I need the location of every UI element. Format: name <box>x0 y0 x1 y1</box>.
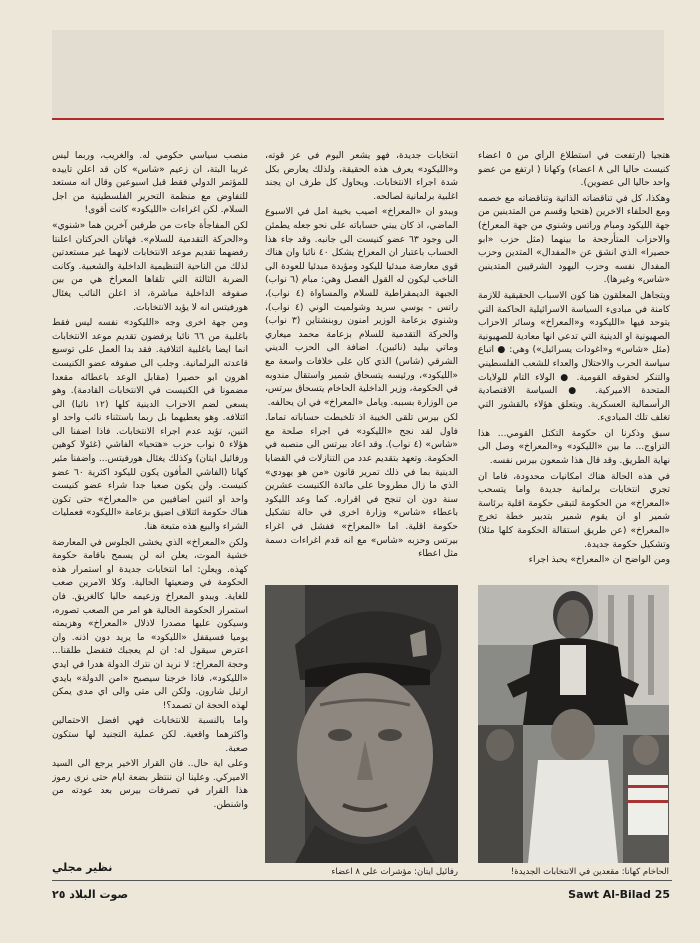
paragraph: ويبدو ان «المعراخ» اصيب بخيبة امل في الاسبوع الماضي، اذ كان يبني حساباته على نحو جعله يطمئن الى وجود ٦٣ عضو كنيست الى جانبه. وقد جاء هذا الحساب باعتبار ان المعراخ يشكل ٤٠ نائبا وان هناك قوى معارضة مبدئيا لليكود ومؤيدة مبدئيا للعودة الى الناخب ليكون له القول الفصل وهي: مبام (٦ نواب) الجبهة الديمقراطية للسلام والمساواة (٤ نواب)، راتس - يوسي سريد وشولميت الوني (٤ نواب)، وشنوي بزعامة الوزير امنون روبنشتاين (٣ نواب) والحركة التقدمية للسلام بزعامة محمد ميعاري وماتي بيليد (نائبين). اضافة الى الحزب الديني الشرقي (شاس) الذي كان على خلافات واسعة مع «الليكود»، ورئيسه يتسحاق شمير واستقال مندوبه في الحكومة، وزير الداخلية الحاخام يتسحاق بيرتس، من الوزارة بسببه. ويامل «المعراخ» في ان يحالفه. <box>265 207 458 408</box>
text-column-right <box>478 150 670 565</box>
paragraph: لكن المفاجأة جاءت من طرفين آخرين هما «شنوي» و«الحركة التقدمية للسلام». فهاتان الحركتان اعلنتا رفضهما تقديم موعد الانتخابات لانهما غير مستعدتين لذلك من الناحية التنظيمية الداخلية والشعبية. وكانت الضربة الثالثة التي تلقاها المعراخ هي من بين صفوفه الداخلية مباشرة، اذ اعلن النائب يغئال هورفيتس انه لا يؤيد الانتخابات. <box>52 220 248 313</box>
photo-eitan-illustration <box>265 585 458 863</box>
footer-left <box>52 888 128 901</box>
text-column-left <box>52 150 248 850</box>
paragraph: واما بالنسبة للانتخابات فهي افضل الاحتمالين واكثرهما واقعية. لكن عملية التجنيد لها ستكون صعبة. <box>52 716 248 754</box>
footer-rule <box>52 880 672 881</box>
paragraph: لكن بيرس تلقى الخيبة اذ تلخبطت حساباته تماما. فاول لقد نجح «الليكود» في اجراء صلحة مع «شاس» (٤ نواب). وقد اعاد بيرتس الى منصبه في الحكومة. وتعهد بتقديم عدد من التنازلات في القضايا الدينية بما في ذلك تمرير قانون «من هو يهودي» الذي ما زال مطروحا على مائدة الكنيست عشرين سنة دون ان تنجح في اقراره. كما وعد الليكود باعطاء «شاس» وزارة اخرى في حالة تشكيل حكومة اقلية. اما «المعراخ» ففشل في اغراء بيرتس وحزبه «شاس» مع انه قدم اغراءات دسمة مثل اعطاء <box>265 413 458 560</box>
photo-kahane-crowd <box>478 585 669 863</box>
paragraph: ومن الواضح ان «المعراخ» يحبذ اجراء <box>528 555 670 565</box>
paragraph: ولكن «المعراخ» الذي يخشى الجلوس في المعارضة خشية الموت، يعلن انه لن يسمح باقامة حكومة كهذه. ويعلن: اما انتخابات جديدة او استمرار هذه الحكومة في وضعيتها الحالية. وكلا الامرين صعب للغاية. ويبدو المعراخ وزعيمه حاليا كالغريق. فان استمرار الحكومة الحالية هو امر من الصعب تصوره، وسيكون عليها مصدرا لاذلال «المعراخ» وهزيمته يوميا فسيقفل «الليكود» ما يريد دون اذنه. وان اعترض سيقول له: ان لم يعجبك فتفضل طلقنا... وحجة المعراخ: لا نريد ان نترك الدولة هدرا في ايدي «الليكود»، فاذا خرجنا سيصبح «امن الدولة» بايدي ارئيل شارون. ولكن الى متى والى اي مدى يمكن لهذه الحجة ان تصمد؟! <box>52 537 248 711</box>
photo-caption-middle: رفائيل ايتان: مؤشرات على ٨ اعضاء <box>331 867 458 877</box>
paragraph: منصب سياسي حكومي له. والغريب، وربما ليس غريبا البتة، ان زعيم «شاس» كان قد اعلن تاييده للمؤتمر الدولي فقط قبل اسبوعين وقال انه مستعد للتفاوض مع منظمة التحرير الفلسطينية من اجل السلام. لكن اغراءات «الليكود» كانت أقوى! <box>52 151 248 216</box>
photo-caption-right: الحاخام كهانا: مقعدين في الانتخابات الجديدة! <box>510 867 669 877</box>
text-column-middle <box>265 150 458 565</box>
footer-magazine-latin: Sawt Al-Bilad <box>568 888 651 901</box>
footer-magazine-arabic: صوت البلاد <box>69 888 129 901</box>
paragraph: وعلى اية حال.. فان القرار الاخير يرجع الى السيد الاميركي. وعلينا ان ننتظر بضعة ايام حتى نرى رموز هذا القرار في تصرفات بيرس بعد عودته من واشنطن. <box>52 759 248 810</box>
paragraph: انتخابات جديدة، فهو يشعر اليوم في عز قوته، و«الليكود» يعرف هذه الحقيقة، ولذلك يعارض بكل شدة اجراء الانتخابات. ويحاول كل طرف ان يجند اغلبية برلمانية لصالحه. <box>265 151 458 202</box>
paragraph: في هذه الحالة هناك امكانيات محدودة، فاما ان تجري انتخابات برلمانية جديدة واما يتسحب «المعراخ» من الحكومة لتبقى حكومة اقلية برئاسة شمير او ان يقوم شمير بتدبير خطة تخرج «المعراخ» (عن طريق استقالة الحكومة كلها مثلا) وتشكيل حكومة جديدة. <box>478 471 670 550</box>
paragraph: هتجيا (ارتفعت في استطلاع الرأي من ٥ اعضاء كنيست حاليا الى ٨ اعضاء) وكهانا ( ارتفع من عضو واحد حاليا الى عضوين). <box>478 151 670 189</box>
paragraph: ومن جهة اخرى وجه «الليكود» نفسه ليس فقط باغلبية من ٦٦ نائبا يرفضون تقديم موعد الانتخابات انما ايضا باغلبية ائتلافية. فقد بدا العمل على توسيع قاعدته البرلمانية. وجلب الى صفوفه عضو الكنيست اهرون ابو حصيرا (مقابل الوعد باعطائه مقعدا مضمونا في الكنيست في الانتخابات القادمة). وهو يسعى لضم الاحزاب الدينية كلها (١٢ نائبا) الى ائتلافه. وهو يعطيهما بل ربما باستثناء نائب واحد او اثنين، تؤيد عدم اجراء الانتخابات. فاذا اضفنا الى هؤلاء ٥ نواب حزب «هتحيا» الفاشي (غئولا كوهين ورفائيل ايتان) وكذلك يغئال هورفيتس... واضفنا مئير كهانا (الفاشي المأفون يكون لليكود اكثرية ٦٠ عضو كنيست. ولن يكون صعبا جدا شراء عضو كنيست واحد او اثنين اضافيين من «المعراخ» حتى تكون هناك حكومة ائتلاف اضيق بزعامة «الليكود» فعمليات الشراء والبيع هذه متبعة هنا. <box>52 318 248 533</box>
footer-right <box>568 888 670 901</box>
paragraph: سبق وذكرنا ان حكومة التكتل القومي... هذا التزاوج... ما بين «الليكود» و«المعراخ» وصل الى نهاية الطريق. وقد قال هذا شمعون بيرس نفسه. <box>478 428 670 467</box>
previous-page-strip <box>52 30 664 120</box>
author-byline: نظير مجلي <box>52 861 113 874</box>
photo-kahane-illustration <box>478 585 669 863</box>
paragraph: وهكذا، كل في تناقضاته الذاتية وتناقضاته مع خصمه ومع الحلفاء الاخرين (هتحيا وقسم من المتدينين من جهة الليكود ومبام وراتس وشنوي من جهة المعراخ) والاحزاب المتأرجحة ما بينهما (مثل حزب «ابو حصيرا» الذي انشق عن «المفدال» المتدين وحزب المفدال نفسه وحزب اليهود الشرقيين المتدينين «شاس» وغيرها). <box>478 193 670 286</box>
paragraph: ويتجاهل المعلقون هنا كون الاسباب الحقيقية للازمة كامنة في مبادىء السياسة الاسرائيلية الحاكمة التي يتوحد فيها «الليكود» و«المعراخ» وسائر الاحزاب الصهيونية او الدينية التي تدعي انها معادية للصهيونية (مثل «شاس» و«اغودات يسرائيل») وهي: ● اتباع سياسة الحرب والاحتلال والعداء للشعب الفلسطيني والتنكر لحقوقه القومية. ● الولاء التام للولايات المتحدة الاميركية. ● السياسة الاقتصادية الرأسمالية العسكرية. ويتعلق هؤلاء بالقشور التي تغلف تلك المبادىء. <box>478 290 670 424</box>
photo-eitan-portrait <box>265 585 458 863</box>
footer-page-number-arabic: ٢٥ <box>52 888 66 901</box>
footer-page-number: 25 <box>654 888 670 901</box>
